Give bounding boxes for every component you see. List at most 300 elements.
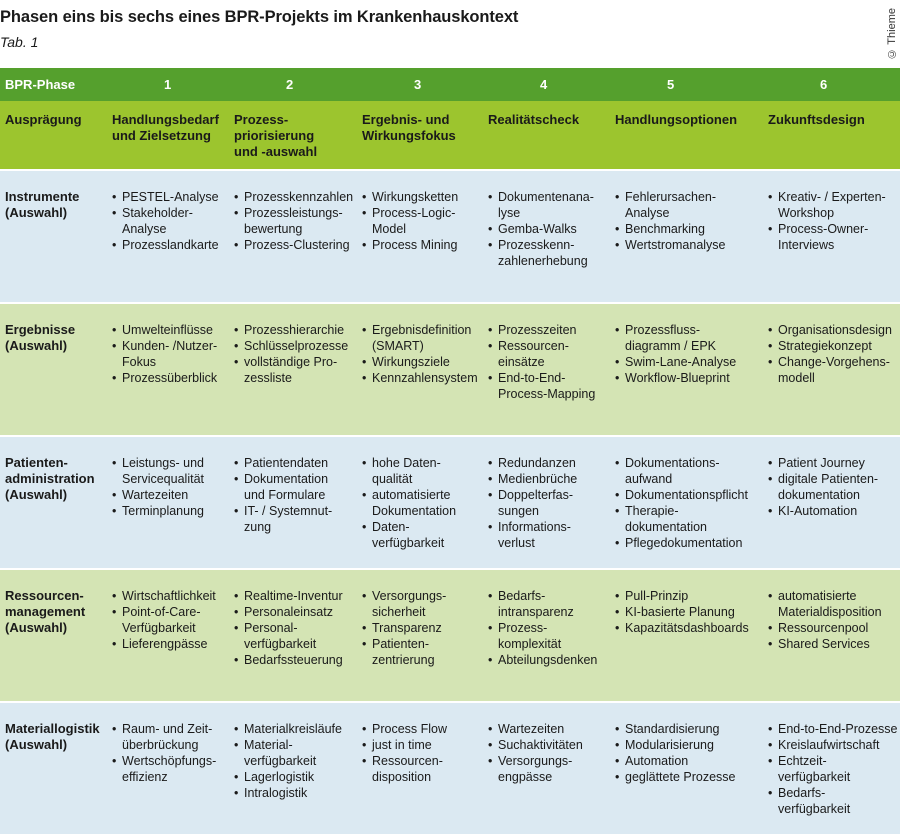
- row-label-line: Materiallogistik: [5, 721, 100, 736]
- list-item: [768, 338, 900, 354]
- list-item: [112, 588, 234, 604]
- table-cell: [768, 570, 900, 701]
- list-item-line: Point-of-Care-: [122, 605, 201, 619]
- list-item-line: Ressourcen-: [372, 754, 443, 768]
- list-item-line: dokumentation: [778, 488, 861, 502]
- table-cell: [615, 171, 768, 302]
- table-cell: [615, 570, 768, 701]
- list-item-line: Patientendaten: [244, 456, 329, 470]
- list-item-line: dokumentation: [625, 520, 708, 534]
- list-item-line: Materialdisposition: [778, 605, 882, 619]
- list-item-line: Pflegedokumentation: [625, 536, 743, 550]
- list-item-line: Prozessüberblick: [122, 371, 218, 385]
- list-item-line: sungen: [498, 504, 540, 518]
- list-item: [362, 205, 488, 237]
- list-item: [112, 604, 234, 636]
- list-item-line: Therapie-: [625, 504, 679, 518]
- list-item: [362, 721, 488, 737]
- list-item: [112, 205, 234, 237]
- table-cell: [112, 304, 234, 435]
- column-header: [768, 101, 900, 169]
- list-item: [112, 636, 234, 652]
- table-cell: [112, 570, 234, 701]
- list-item-line: automatisierte: [372, 488, 451, 502]
- list-item-line: verfügbarkeit: [778, 802, 851, 816]
- bullet-list: [768, 322, 900, 386]
- bullet-list: [362, 322, 488, 386]
- list-item-line: Lagerlogistik: [244, 770, 315, 784]
- list-item: [112, 753, 234, 785]
- list-item: [112, 370, 234, 386]
- row-label-line: (Auswahl): [5, 205, 68, 220]
- list-item: [615, 721, 768, 737]
- list-item-line: PESTEL-Analyse: [122, 190, 219, 204]
- phase-number: 6: [820, 76, 828, 92]
- list-item-line: Fehlerursachen-: [625, 190, 717, 204]
- column-header-line: Zukunftsdesign: [768, 112, 865, 127]
- table-cell: [362, 703, 488, 834]
- list-item: [768, 471, 900, 503]
- table-cell: [234, 171, 362, 302]
- list-item: [362, 370, 488, 386]
- table-cell: [488, 437, 615, 568]
- list-item-line: Gemba-Walks: [498, 222, 577, 236]
- table-cell: [768, 304, 900, 435]
- table-cell: [362, 437, 488, 568]
- list-item: [112, 189, 234, 205]
- table-cell: [488, 304, 615, 435]
- bullet-list: [234, 189, 362, 253]
- list-item-line: Ressourcen-: [498, 339, 569, 353]
- list-item-line: Dokumentation: [372, 504, 457, 518]
- list-item: [615, 354, 768, 370]
- list-item-line: Stakeholder-: [122, 206, 193, 220]
- phase-number: 4: [540, 76, 548, 92]
- list-item-line: Change-Vorgehens-: [778, 355, 890, 369]
- list-item: [488, 221, 615, 237]
- table-cell: [362, 570, 488, 701]
- list-item-line: Transparenz: [372, 621, 442, 635]
- list-item: [615, 753, 768, 769]
- list-item: [234, 620, 362, 652]
- list-item: [768, 737, 900, 753]
- list-item: [615, 487, 768, 503]
- table-cell: [362, 304, 488, 435]
- list-item: [488, 721, 615, 737]
- row-label: [0, 437, 112, 568]
- list-item: [488, 620, 615, 652]
- list-item-line: Wirtschaftlichkeit: [122, 589, 216, 603]
- list-item: [615, 620, 768, 636]
- column-header: [362, 101, 488, 169]
- table-row: [0, 304, 900, 435]
- bullet-list: [488, 455, 615, 551]
- list-item-line: verlust: [498, 536, 535, 550]
- list-item: [768, 354, 900, 386]
- table-cell: [615, 703, 768, 834]
- list-item-line: zung: [244, 520, 272, 534]
- list-item: [615, 604, 768, 620]
- row-label: [0, 171, 112, 302]
- list-item-line: Wirkungsziele: [372, 355, 450, 369]
- row-label-line: Patienten-: [5, 455, 68, 470]
- row-label-line: administration: [5, 471, 95, 486]
- list-item-line: Materialkreisläufe: [244, 722, 342, 736]
- phase-number: 3: [414, 76, 422, 92]
- list-item-line: Model: [372, 222, 407, 236]
- list-item-line: (SMART): [372, 339, 424, 353]
- list-item-line: End-to-End-Prozesse: [778, 722, 898, 736]
- list-item: [615, 588, 768, 604]
- table-cell: [615, 437, 768, 568]
- list-item: [488, 588, 615, 620]
- row-label-line: Ergebnisse: [5, 322, 76, 337]
- list-item: [234, 721, 362, 737]
- list-item: [768, 588, 900, 620]
- list-item: [234, 652, 362, 668]
- list-item: [234, 604, 362, 620]
- list-item: [488, 189, 615, 221]
- row-label: [0, 703, 112, 834]
- list-item: [768, 636, 900, 652]
- list-item-line: Versorgungs-: [372, 589, 447, 603]
- list-item: [112, 721, 234, 753]
- row-label: [0, 570, 112, 701]
- table-cell: [234, 703, 362, 834]
- row-label-line: (Auswahl): [5, 737, 68, 752]
- list-item-line: digitale Patienten-: [778, 472, 879, 486]
- list-item-line: Personaleinsatz: [244, 605, 333, 619]
- bullet-list: [488, 588, 615, 668]
- list-item-line: Prozesskenn-: [498, 238, 575, 252]
- list-item: [615, 221, 768, 237]
- column-header: [112, 101, 234, 169]
- list-item: [234, 503, 362, 535]
- bullet-list: [112, 588, 234, 652]
- list-item-line: Wertschöpfungs-: [122, 754, 217, 768]
- list-item: [615, 455, 768, 487]
- list-item: [768, 322, 900, 338]
- list-item-line: vollständige Pro-: [244, 355, 338, 369]
- list-item-line: Standardisierung: [625, 722, 720, 736]
- list-item: [234, 769, 362, 785]
- list-item-line: intransparenz: [498, 605, 574, 619]
- phase-number: 5: [667, 76, 675, 92]
- list-item-line: Dokumentations-: [625, 456, 720, 470]
- list-item-line: Kennzahlensystem: [372, 371, 478, 385]
- list-item-line: einsätze: [498, 355, 545, 369]
- table-cell: [362, 171, 488, 302]
- list-item-line: Dokumentationspflicht: [625, 488, 748, 502]
- table-row: [0, 171, 900, 302]
- table-row: [0, 570, 900, 701]
- list-item: [615, 535, 768, 551]
- list-item: [234, 189, 362, 205]
- list-item-line: Process-Owner-: [778, 222, 869, 236]
- list-item-line: Prozesslandkarte: [122, 238, 219, 252]
- list-item-line: diagramm / EPK: [625, 339, 717, 353]
- list-item-line: Umwelteinflüsse: [122, 323, 214, 337]
- row-label-line: management: [5, 604, 86, 619]
- list-item-line: Workshop: [778, 206, 835, 220]
- list-item-line: zentrierung: [372, 653, 435, 667]
- list-item-line: lyse: [498, 206, 521, 220]
- list-item: [488, 652, 615, 668]
- row-label-line: (Auswahl): [5, 487, 68, 502]
- list-item-line: Process-Mapping: [498, 387, 596, 401]
- column-header-line: Ergebnis- und: [362, 112, 450, 127]
- list-item-line: Process Flow: [372, 722, 448, 736]
- list-item: [362, 588, 488, 620]
- list-item-line: Bedarfs-: [498, 589, 546, 603]
- list-item-line: Workflow-Blueprint: [625, 371, 730, 385]
- bullet-list: [488, 189, 615, 269]
- list-item-line: und Formulare: [244, 488, 326, 502]
- bullet-list: [362, 455, 488, 551]
- list-item-line: Kreislaufwirtschaft: [778, 738, 880, 752]
- table-cell: [488, 703, 615, 834]
- list-item-line: überbrückung: [122, 738, 199, 752]
- list-item-line: Bedarfssteuerung: [244, 653, 343, 667]
- list-item: [362, 737, 488, 753]
- table-cell: [112, 171, 234, 302]
- list-item: [112, 322, 234, 338]
- list-item-line: Realtime-Inventur: [244, 589, 343, 603]
- list-item-line: Bedarfs-: [778, 786, 826, 800]
- list-item-line: Dokumentation: [244, 472, 329, 486]
- list-item-line: Doppelterfas-: [498, 488, 574, 502]
- bullet-list: [615, 455, 768, 551]
- list-item: [112, 237, 234, 253]
- list-item-line: Leistungs- und: [122, 456, 205, 470]
- list-item: [488, 338, 615, 370]
- bullet-list: [112, 721, 234, 785]
- bullet-list: [362, 588, 488, 668]
- list-item-line: Verfügbarkeit: [122, 621, 196, 635]
- table-cell: [768, 703, 900, 834]
- table-cell: [615, 304, 768, 435]
- list-item-line: engpässe: [498, 770, 553, 784]
- list-item: [362, 189, 488, 205]
- bullet-list: [234, 455, 362, 535]
- list-item-line: bewertung: [244, 222, 303, 236]
- row-label-line: (Auswahl): [5, 338, 68, 353]
- bullet-list: [768, 721, 900, 817]
- bullet-list: [615, 189, 768, 253]
- list-item-line: Ressourcenpool: [778, 621, 869, 635]
- row-label-line: (Auswahl): [5, 620, 68, 635]
- list-item-line: Informations-: [498, 520, 571, 534]
- list-item-line: Abteilungsdenken: [498, 653, 598, 667]
- list-item-line: Prozesshierarchie: [244, 323, 345, 337]
- list-item-line: End-to-End-: [498, 371, 566, 385]
- column-header: [488, 101, 615, 169]
- list-item-line: Process Mining: [372, 238, 458, 252]
- list-item-line: Organisationsdesign: [778, 323, 892, 337]
- row-label: [0, 304, 112, 435]
- list-item: [234, 205, 362, 237]
- column-header-line: und Zielsetzung: [112, 128, 211, 143]
- list-item-line: Prozesskennzahlen: [244, 190, 354, 204]
- bullet-list: [615, 588, 768, 636]
- list-item: [234, 338, 362, 354]
- phase-label: BPR-Phase: [5, 76, 76, 92]
- list-item: [112, 338, 234, 370]
- list-item: [362, 753, 488, 785]
- list-item-line: verfügbarkeit: [372, 536, 445, 550]
- table-title: Phasen eins bis sechs eines BPR-Projekts im Krankenhauskontext: [0, 8, 519, 26]
- bullet-list: [112, 189, 234, 253]
- list-item: [362, 354, 488, 370]
- list-item-line: Shared Services: [778, 637, 870, 651]
- list-item-line: sicherheit: [372, 605, 426, 619]
- phase-number: 1: [164, 76, 172, 92]
- list-item: [362, 455, 488, 487]
- list-item: [768, 455, 900, 471]
- list-item: [362, 620, 488, 636]
- list-item-line: Prozessleistungs-: [244, 206, 343, 220]
- list-item-line: Analyse: [122, 222, 167, 236]
- list-item: [488, 455, 615, 471]
- list-item-line: Prozess-Clustering: [244, 238, 350, 252]
- list-item-line: Prozessfluss-: [625, 323, 701, 337]
- table-cell: [234, 570, 362, 701]
- list-item: [768, 503, 900, 519]
- column-header: [615, 101, 768, 169]
- list-item: [768, 189, 900, 221]
- list-item: [768, 620, 900, 636]
- list-item-line: just in time: [372, 738, 432, 752]
- list-item: [234, 322, 362, 338]
- list-item-line: Strategiekonzept: [778, 339, 872, 353]
- table-cell: [112, 703, 234, 834]
- column-header-line: Handlungsbedarf: [112, 112, 219, 127]
- table-cell: [488, 570, 615, 701]
- list-item: [112, 455, 234, 487]
- bullet-list: [768, 455, 900, 519]
- list-item: [488, 237, 615, 269]
- list-item-line: Schlüsselprozesse: [244, 339, 349, 353]
- list-item-line: Echtzeit-: [778, 754, 827, 768]
- list-item-line: Fokus: [122, 355, 157, 369]
- list-item-line: Pull-Prinzip: [625, 589, 689, 603]
- list-item: [234, 588, 362, 604]
- list-item-line: Terminplanung: [122, 504, 204, 518]
- list-item-line: Personal-: [244, 621, 298, 635]
- bullet-list: [234, 588, 362, 668]
- list-item: [362, 519, 488, 551]
- phase-number: 2: [286, 76, 294, 92]
- column-header-line: Prozess-: [234, 112, 289, 127]
- bullet-list: [234, 721, 362, 801]
- list-item-line: Wertstromanalyse: [625, 238, 726, 252]
- list-item: [768, 221, 900, 253]
- list-item-line: verfügbarkeit: [778, 770, 851, 784]
- list-item-line: Patient Journey: [778, 456, 865, 470]
- bullet-list: [488, 322, 615, 402]
- column-header-line: und -auswahl: [234, 144, 318, 159]
- list-item-line: Wartezeiten: [498, 722, 565, 736]
- column-header-line: Wirkungsfokus: [362, 128, 456, 143]
- list-item-line: Ergebnisdefinition: [372, 323, 472, 337]
- table-cell: [488, 171, 615, 302]
- list-item: [488, 471, 615, 487]
- table-row: [0, 703, 900, 834]
- list-item: [362, 636, 488, 668]
- bullet-list: [112, 455, 234, 519]
- list-item: [362, 322, 488, 354]
- list-item: [234, 737, 362, 769]
- list-item-line: Kunden- /Nutzer-: [122, 339, 218, 353]
- bpr-phase-table: [0, 68, 900, 834]
- list-item-line: Daten-: [372, 520, 410, 534]
- column-header-line: Handlungsoptionen: [615, 112, 738, 127]
- column-header-line: Realitätscheck: [488, 112, 580, 127]
- list-item-line: Wartezeiten: [122, 488, 189, 502]
- table-row: [0, 437, 900, 568]
- list-item: [112, 487, 234, 503]
- list-item-line: Kreativ- / Experten-: [778, 190, 886, 204]
- bullet-list: [112, 322, 234, 386]
- list-item: [488, 753, 615, 785]
- list-item-line: Automation: [625, 754, 689, 768]
- list-item-line: Raum- und Zeit-: [122, 722, 213, 736]
- list-item: [488, 519, 615, 551]
- list-item: [768, 753, 900, 785]
- list-item: [768, 721, 900, 737]
- list-item-line: verfügbarkeit: [244, 754, 317, 768]
- list-item-line: zessliste: [244, 371, 292, 385]
- list-item-line: Patienten-: [372, 637, 429, 651]
- list-item-line: KI-basierte Planung: [625, 605, 735, 619]
- list-item-line: Benchmarking: [625, 222, 705, 236]
- list-item: [488, 487, 615, 519]
- table-cell: [234, 437, 362, 568]
- list-item-line: Wirkungsketten: [372, 190, 459, 204]
- list-item-line: Prozesszeiten: [498, 323, 577, 337]
- bullet-list: [362, 721, 488, 785]
- list-item-line: Suchaktivitäten: [498, 738, 583, 752]
- list-item: [768, 785, 900, 817]
- list-item-line: Modularisierung: [625, 738, 714, 752]
- list-item-line: IT- / Systemnut-: [244, 504, 333, 518]
- list-item: [488, 370, 615, 402]
- list-item: [615, 370, 768, 386]
- list-item-line: Interviews: [778, 238, 835, 252]
- list-item-line: Swim-Lane-Analyse: [625, 355, 737, 369]
- list-item-line: Redundanzen: [498, 456, 576, 470]
- list-item-line: verfügbarkeit: [244, 637, 317, 651]
- list-item-line: Lieferengpässe: [122, 637, 208, 651]
- bullet-list: [768, 588, 900, 652]
- table-cell: [234, 304, 362, 435]
- list-item-line: automatisierte: [778, 589, 857, 603]
- list-item: [615, 737, 768, 753]
- list-item-line: geglättete Prozesse: [625, 770, 736, 784]
- list-item: [234, 471, 362, 503]
- list-item-line: Process-Logic-: [372, 206, 456, 220]
- list-item-line: Dokumentenana-: [498, 190, 594, 204]
- table-cell: [768, 437, 900, 568]
- column-header-row: [0, 101, 900, 169]
- bullet-list: [615, 721, 768, 785]
- list-item-line: Medienbrüche: [498, 472, 578, 486]
- table-cell: [112, 437, 234, 568]
- bullet-list: [362, 189, 488, 253]
- list-item-line: aufwand: [625, 472, 673, 486]
- bullet-list: [615, 322, 768, 386]
- list-item-line: Material-: [244, 738, 293, 752]
